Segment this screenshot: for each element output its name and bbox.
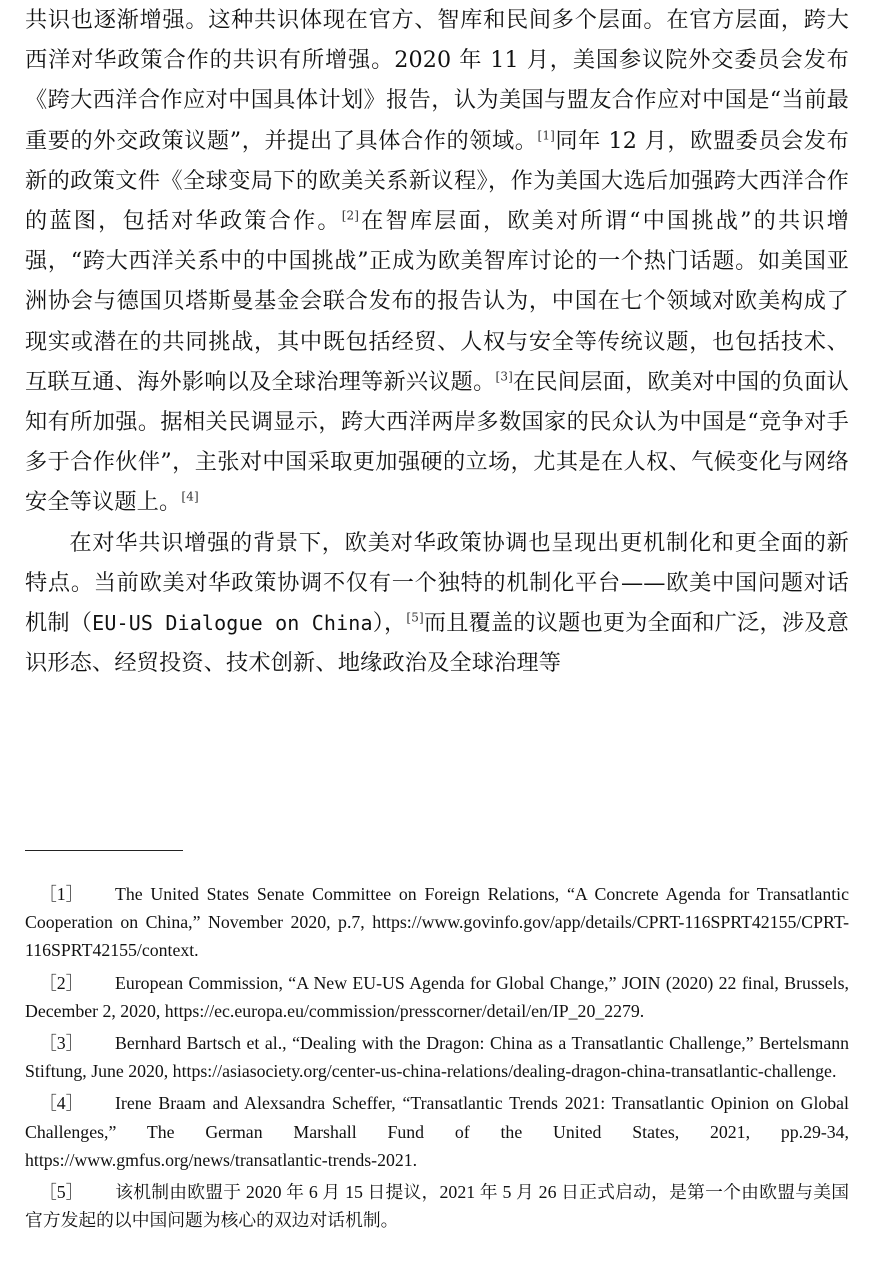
footnote-text: The United States Senate Committee on Foreign Relations, “A Concrete Agenda for Transatlantic Cooperation on China,” November 2020, p.7, https://www.govinfo.gov/app/details/CPRT-116SPRT42155/CPRT-116SPRT42155/context.	[25, 884, 849, 961]
footnote-text: 该机制由欧盟于 2020 年 6 月 15 日提议，2021 年 5 月 26 日正式启动，是第一个由欧盟与美国官方发起的以中国问题为核心的双边对话机制。	[25, 1182, 849, 1231]
footnote-number: ［2］	[39, 972, 84, 993]
paragraph-consensus	[25, 0, 849, 523]
paragraph-text: 在民间层面，欧美对中国的负面认知有所加强。据相关民调显示，跨大西洋两岸多数国家的民众认为中国是“竞争对手多于合作伙伴”，主张对中国采取更加强硬的立场，尤其是在人权、气候变化与网络安全等议题上。	[25, 368, 849, 516]
footnote-3	[25, 1029, 849, 1085]
footnotes-section	[25, 880, 849, 1238]
footnote-ref-4[interactable]: [4]	[181, 490, 199, 505]
paragraph-text: 共识也逐渐增强。这种共识体现在官方、智库和民间多个层面。在官方层面，跨大西洋对华政策合作的共识有所增强。2020 年 11 月，美国参议院外交委员会发布《跨大西洋合作应对中国具体计划》报告，认为美国与盟友合作应对中国是“当前最重要的外交政策议题”，并提出了具体合作的领域。	[25, 7, 849, 154]
footnote-text: Bernhard Bartsch et al., “Dealing with the Dragon: China as a Transatlantic Challenge,” Bertelsmann Stiftung, June 2020, https://asiasociety.org/center-us-china-relations/dealing-dragon-china-transatlantic-challenge.	[25, 1033, 849, 1082]
footnote-number: ［1］	[39, 884, 84, 904]
document-page	[25, 0, 850, 1231]
footnote-text: European Commission, “A New EU-US Agenda for Global Change,” JOIN (2020) 22 final, Brussels, December 2, 2020, https://ec.europa.eu/commission/presscorner/detail/en/IP_20_2279.	[25, 972, 849, 1021]
footnote-1	[25, 880, 849, 965]
footnote-number: ［5］	[39, 1182, 84, 1203]
footnote-divider	[25, 850, 183, 851]
paragraph-text: 在对华共识增强的背景下，欧美对华政策协调也呈现出更机制化和更全面的新特点。当前欧美对华政策协调不仅有一个独特的机制化平台——欧美中国问题对话机制（	[25, 529, 849, 637]
footnote-ref-5[interactable]: [5]	[406, 610, 424, 625]
paragraph-text: ），	[372, 610, 407, 637]
footnote-4	[25, 1089, 849, 1174]
dialogue-name: EU-US Dialogue on China	[92, 611, 373, 636]
footnote-5	[25, 1178, 849, 1234]
footnote-ref-3[interactable]: [3]	[495, 369, 513, 384]
paragraph-text: 在智库层面，欧美对所谓“中国挑战”的共识增强，“跨大西洋关系中的中国挑战”正成为欧美智库讨论的一个热门话题。如美国亚洲协会与德国贝塔斯曼基金会联合发布的报告认为，中国在七个领域对欧美构成了现实或潜在的共同挑战，其中既包括经贸、人权与安全等传统议题，也包括技术、互联互通、海外影响以及全球治理等新兴议题。	[25, 208, 850, 395]
footnote-text: Irene Braam and Alexsandra Scheffer, “Transatlantic Trends 2021: Transatlantic Opinion on Global Challenges,” The German Marshall Fund of the United States, 2021, pp.29-34, https://www.gmfus.org/news/transatlantic-trends-2021.	[25, 1093, 849, 1170]
paragraph-text: 同年 12 月，欧盟委员会发布新的政策文件《全球变局下的欧美关系新议程》，作为美国大选后加强跨大西洋合作的蓝图，包括对华政策合作。	[25, 127, 849, 235]
footnote-ref-1[interactable]: [1]	[537, 128, 555, 143]
footnote-2	[25, 969, 849, 1025]
paragraph-text: 而且覆盖的议题也更为全面和广泛，涉及意识形态、经贸投资、技术创新、地缘政治及全球治理等	[25, 610, 849, 677]
footnote-number: ［3］	[39, 1033, 84, 1054]
footnote-ref-2[interactable]: [2]	[341, 208, 360, 223]
body-text	[25, 0, 849, 683]
footnote-number: ［4］	[39, 1093, 84, 1114]
paragraph-coordination	[25, 523, 849, 684]
